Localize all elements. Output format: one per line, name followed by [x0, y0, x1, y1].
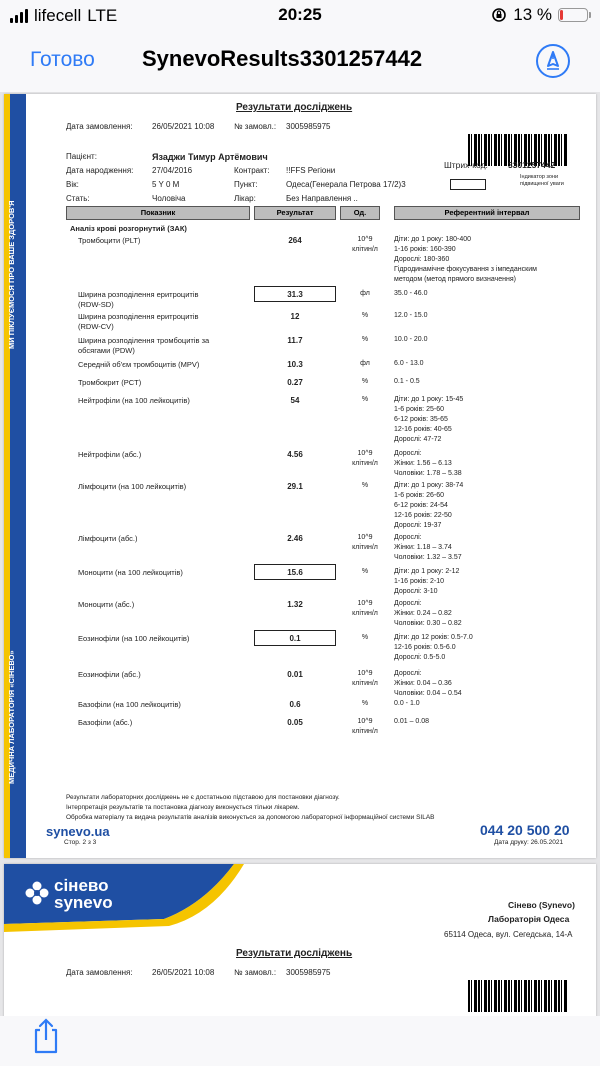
footnote: Обробка матеріалу та видача результатів аналізів виконується за допомогою лабораторної інформаційної системи SILAB	[66, 814, 435, 821]
reference-range: Жінки: 0.04 – 0.36	[394, 680, 452, 687]
barcode-value: 3301257442	[508, 160, 556, 170]
result-name: Лімфоцити (на 100 лейкоцитів)	[78, 482, 187, 491]
reference-range: Чоловіки: 1.32 – 3.57	[394, 554, 462, 561]
order-num: 3005985975	[286, 968, 331, 977]
result-name: Ширина розподілення еритроцитів	[78, 312, 199, 321]
contract-label: Контракт:	[234, 166, 270, 175]
order-num-label: № замовл.:	[234, 122, 277, 131]
col-header-result: Результат	[254, 206, 336, 220]
reference-range: 6.0 - 13.0	[394, 360, 424, 367]
reference-range: Дорослі: 0.5-5.0	[394, 654, 446, 661]
result-name: Ширина розподілення еритроцитів	[78, 290, 199, 299]
markup-pen-icon[interactable]	[536, 44, 570, 78]
result-name: Моноцити (абс.)	[78, 600, 135, 609]
result-unit: %	[361, 634, 369, 641]
patient-label: Пацієнт:	[66, 152, 97, 161]
order-date-label: Дата замовлення:	[66, 122, 133, 131]
col-header-ref: Референтний інтервал	[394, 206, 580, 220]
reference-range: 1-16 років: 160-390	[394, 246, 456, 253]
result-name: обсягами (PDW)	[78, 346, 135, 355]
result-unit: %	[361, 568, 369, 575]
result-unit: 10^9	[357, 534, 373, 541]
result-unit: %	[361, 312, 369, 319]
result-name: (RDW-CV)	[78, 322, 114, 331]
contract: !!FFS Регіони	[286, 166, 336, 175]
order-num: 3005985975	[286, 122, 331, 131]
result-name: Лімфоцити (абс.)	[78, 534, 138, 543]
reference-range: Діти: до 1 року: 180-400	[394, 236, 472, 243]
reference-range: Діти: до 1 року: 2-12	[394, 568, 460, 575]
reference-range: Дорослі:	[394, 534, 422, 541]
reference-range: Діти: до 1 року: 38-74	[394, 482, 464, 489]
reference-range: методом (метод прямого визначення)	[394, 276, 516, 283]
doctor: Без Направлення ..	[286, 194, 358, 203]
result-value: 10.3	[287, 360, 303, 369]
section-title: Аналіз крові розгорнутий (ЗАК)	[70, 224, 187, 233]
reference-range: 1-16 років: 2-10	[394, 578, 444, 585]
reference-range: Жінки: 1.18 – 3.74	[394, 544, 452, 551]
col-header-unit: Од.	[340, 206, 380, 220]
dob-label: Дата народження:	[66, 166, 134, 175]
result-unit: 10^9	[357, 450, 373, 457]
phone-number: 044 20 500 20	[480, 822, 570, 838]
result-unit: 10^9	[357, 670, 373, 677]
result-name: Еозинофіли (абс.)	[78, 670, 141, 679]
result-unit: клітин/л	[352, 728, 378, 735]
result-unit: фл	[360, 360, 370, 367]
reference-range: 6-12 років: 35-65	[394, 416, 448, 423]
point: Одеса(Генерала Петрова 17/2)3	[286, 180, 406, 189]
side-slogan: МИ ПІКЛУЄМОСЯ ПРО ВАШЕ ЗДОРОВ'Я	[7, 200, 16, 349]
result-unit: %	[361, 396, 369, 403]
point-label: Пункт:	[234, 180, 258, 189]
result-unit: %	[361, 378, 369, 385]
result-value: 0.01	[287, 670, 303, 679]
network-type: LTE	[87, 6, 118, 25]
reference-range: Діти: до 1 року: 15-45	[394, 396, 464, 403]
reference-range: Жінки: 1.56 – 6.13	[394, 460, 452, 467]
order-date: 26/05/2021 10:08	[152, 968, 215, 977]
result-name: Еозинофіли (на 100 лейкоцитів)	[78, 634, 190, 643]
battery-percent: 13 %	[513, 5, 552, 24]
reference-range: Чоловіки: 1.78 – 5.38	[394, 470, 462, 477]
result-unit: 10^9	[357, 236, 373, 243]
age-label: Вік:	[66, 180, 79, 189]
result-unit: фл	[360, 290, 370, 297]
result-unit: 10^9	[357, 718, 373, 725]
lab-name: Сінево (Synevo)	[508, 900, 575, 910]
result-name: (RDW-SD)	[78, 300, 114, 309]
reference-range: 10.0 - 20.0	[394, 336, 428, 343]
result-name: Нейтрофіли (абс.)	[78, 450, 142, 459]
pdf-page	[4, 94, 596, 858]
footnote: Інтерпретація результатів та постановка діагнозу виконується тільки лікарем.	[66, 804, 300, 811]
sex: Чоловіча	[152, 194, 186, 203]
share-icon[interactable]	[30, 1016, 62, 1056]
reference-range: Чоловіки: 0.30 – 0.82	[394, 620, 462, 627]
reference-range: Дорослі:	[394, 450, 422, 457]
doctor-label: Лікар:	[234, 194, 256, 203]
reference-range: Жінки: 0.24 – 0.82	[394, 610, 452, 617]
result-value: 2.46	[287, 534, 303, 543]
reference-range: 0.01 – 0.08	[394, 718, 430, 725]
document-title: SynevoResults3301257442	[142, 46, 423, 71]
results-heading: Результати досліджень	[236, 102, 353, 113]
order-date-label: Дата замовлення:	[66, 968, 133, 977]
reference-range: 0.0 - 1.0	[394, 700, 420, 707]
result-value: 264	[288, 236, 302, 245]
footnote: Результати лабораторних досліджень не є достатньою підставою для постановки діагнозу.	[66, 794, 340, 801]
result-unit: 10^9	[357, 600, 373, 607]
reference-range: Дорослі: 3-10	[394, 588, 438, 595]
dob: 27/04/2016	[152, 166, 193, 175]
reference-range: 1-6 років: 26-60	[394, 492, 444, 499]
result-name: Ширина розподілення тромбоцитів за	[78, 336, 210, 345]
reference-range: Дорослі:	[394, 600, 422, 607]
status-right	[491, 5, 588, 25]
done-button[interactable]: Готово	[30, 48, 95, 71]
side-lab-name: МЕДИЧНА ЛАБОРАТОРІЯ «СІНЕВО»	[7, 650, 16, 784]
order-date: 26/05/2021 10:08	[152, 122, 215, 131]
reference-range: Дорослі:	[394, 670, 422, 677]
reference-range: 1-6 років: 25-60	[394, 406, 444, 413]
patient-name: Язаджи Тимур Артёмович	[152, 152, 268, 162]
result-name: Тромбокрит (PCT)	[78, 378, 142, 387]
result-unit: клітин/л	[352, 610, 378, 617]
reference-range: 0.1 - 0.5	[394, 378, 420, 385]
reference-range: 35.0 - 46.0	[394, 290, 428, 297]
barcode-image	[468, 980, 568, 1012]
print-date: Дата друку: 26.05.2021	[494, 839, 564, 846]
result-value: 1.32	[287, 600, 303, 609]
result-unit: клітин/л	[352, 544, 378, 551]
result-unit: клітин/л	[352, 460, 378, 467]
brand-name-ua: сінево	[54, 876, 109, 895]
brand-name-en: synevo	[54, 893, 113, 912]
result-name: Тромбоцити (PLT)	[78, 236, 141, 245]
result-name: Нейтрофіли (на 100 лейкоцитів)	[78, 396, 190, 405]
reference-range: 12-16 років: 40-65	[394, 426, 452, 433]
battery-icon	[558, 8, 588, 22]
reference-range: Діти: до 12 років: 0.5-7.0	[394, 634, 473, 641]
result-unit: %	[361, 482, 369, 489]
result-name: Моноцити (на 100 лейкоцитів)	[78, 568, 183, 577]
result-value: 31.3	[287, 290, 303, 299]
pdf-viewer[interactable]	[0, 92, 600, 1016]
result-value: 0.05	[287, 718, 303, 727]
result-name: Середній об'єм тромбоцитів (MPV)	[78, 360, 200, 369]
result-value: 54	[290, 396, 300, 405]
site-link[interactable]: synevo.ua	[46, 824, 110, 839]
attention-indicator	[450, 179, 486, 190]
result-value: 0.27	[287, 378, 303, 387]
lab-city: Лабораторія Одеса	[488, 914, 570, 924]
orientation-lock-icon	[491, 7, 507, 23]
brand-sidebar	[4, 94, 26, 858]
results-heading: Результати досліджень	[236, 948, 353, 959]
reference-range: Дорослі: 180-360	[394, 256, 450, 263]
order-num-label: № замовл.:	[234, 968, 277, 977]
result-unit: клітин/л	[352, 246, 378, 253]
pdf-page	[4, 864, 596, 1016]
reference-range: 12-16 років: 22-50	[394, 512, 452, 519]
result-unit: %	[361, 336, 369, 343]
result-name: Базофіли (на 100 лейкоцитів)	[78, 700, 181, 709]
result-value: 0.1	[289, 634, 301, 643]
col-header-name: Показник	[66, 206, 250, 220]
reference-range: 6-12 років: 24-54	[394, 502, 448, 509]
reference-range: 12.0 - 15.0	[394, 312, 428, 319]
result-value: 4.56	[287, 450, 303, 459]
reference-range: Дорослі: 19-37	[394, 522, 442, 529]
result-value: 12	[290, 312, 300, 321]
barcode-label: Штрих-код:	[444, 160, 488, 170]
result-value: 15.6	[287, 568, 303, 577]
result-name: Базофіли (абс.)	[78, 718, 133, 727]
sex-label: Стать:	[66, 194, 90, 203]
indicator-text: Індикатор зони підвищеної уваги	[520, 174, 564, 187]
bottom-toolbar	[0, 1016, 600, 1066]
clock: 20:25	[278, 5, 322, 24]
reference-range: Дорослі: 47-72	[394, 436, 442, 443]
reference-range: Гідродинамічне фокусування з імпеданским	[394, 266, 537, 273]
result-value: 0.6	[289, 700, 301, 709]
result-value: 29.1	[287, 482, 303, 491]
lab-address: 65114 Одеса, вул. Сегедська, 14-А	[444, 930, 573, 939]
synevo-logo-icon	[24, 880, 50, 906]
reference-range: 12-16 років: 0.5-6.0	[394, 644, 456, 651]
reference-range: Чоловіки: 0.04 – 0.54	[394, 690, 462, 697]
nav-bar	[0, 30, 600, 92]
page-number: Стор. 2 з 3	[64, 839, 97, 846]
result-value: 11.7	[287, 336, 303, 345]
result-unit: клітин/л	[352, 680, 378, 687]
battery-level	[560, 10, 563, 20]
age: 5 Y 0 M	[152, 180, 180, 189]
status-bar	[0, 0, 600, 30]
carrier: lifecell	[34, 6, 82, 25]
result-unit: %	[361, 700, 369, 707]
